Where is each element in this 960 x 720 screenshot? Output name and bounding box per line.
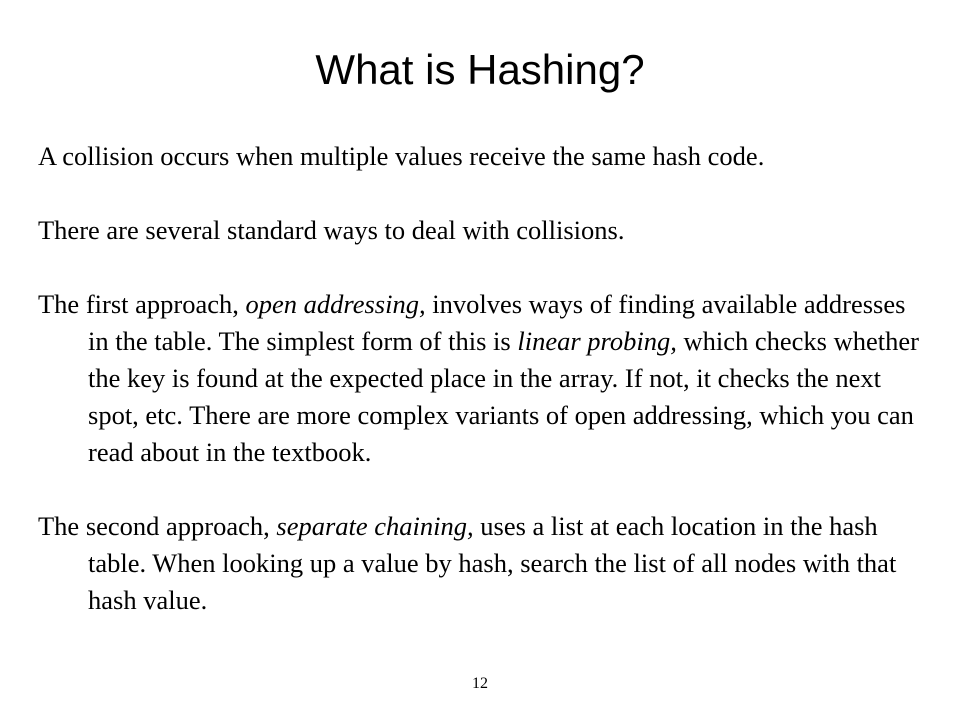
slide-title: What is Hashing?	[315, 46, 645, 93]
term-open-addressing: open addressing,	[245, 289, 426, 319]
text-segment: The second approach,	[38, 511, 277, 541]
paragraph-collision-definition	[38, 138, 928, 175]
paragraph-open-addressing	[38, 286, 928, 471]
term-linear-probing: linear probing,	[517, 326, 677, 356]
slide-body	[38, 138, 928, 619]
text-segment: The first approach,	[38, 289, 246, 319]
text-segment: involves ways of finding available addresses in the table. The simplest form of this is	[88, 289, 906, 356]
text-segment: uses a list at each location in the hash table. When looking up a value by hash, search the list of all nodes with that hash value.	[88, 511, 897, 615]
text-segment: which checks whether the key is found at the expected place in the array. If not, it checks the next spot, etc. There are more complex variants of open addressing, which you can read about in the textbook.	[88, 326, 919, 467]
term-separate-chaining: separate chaining,	[276, 511, 474, 541]
text-segment: There are several standard ways to deal with collisions.	[38, 215, 625, 245]
slide-number: 12	[472, 675, 488, 692]
paragraph-separate-chaining	[38, 508, 928, 619]
text-segment: A collision occurs when multiple values receive the same hash code.	[38, 141, 765, 171]
paragraph-collision-handling	[38, 212, 928, 249]
